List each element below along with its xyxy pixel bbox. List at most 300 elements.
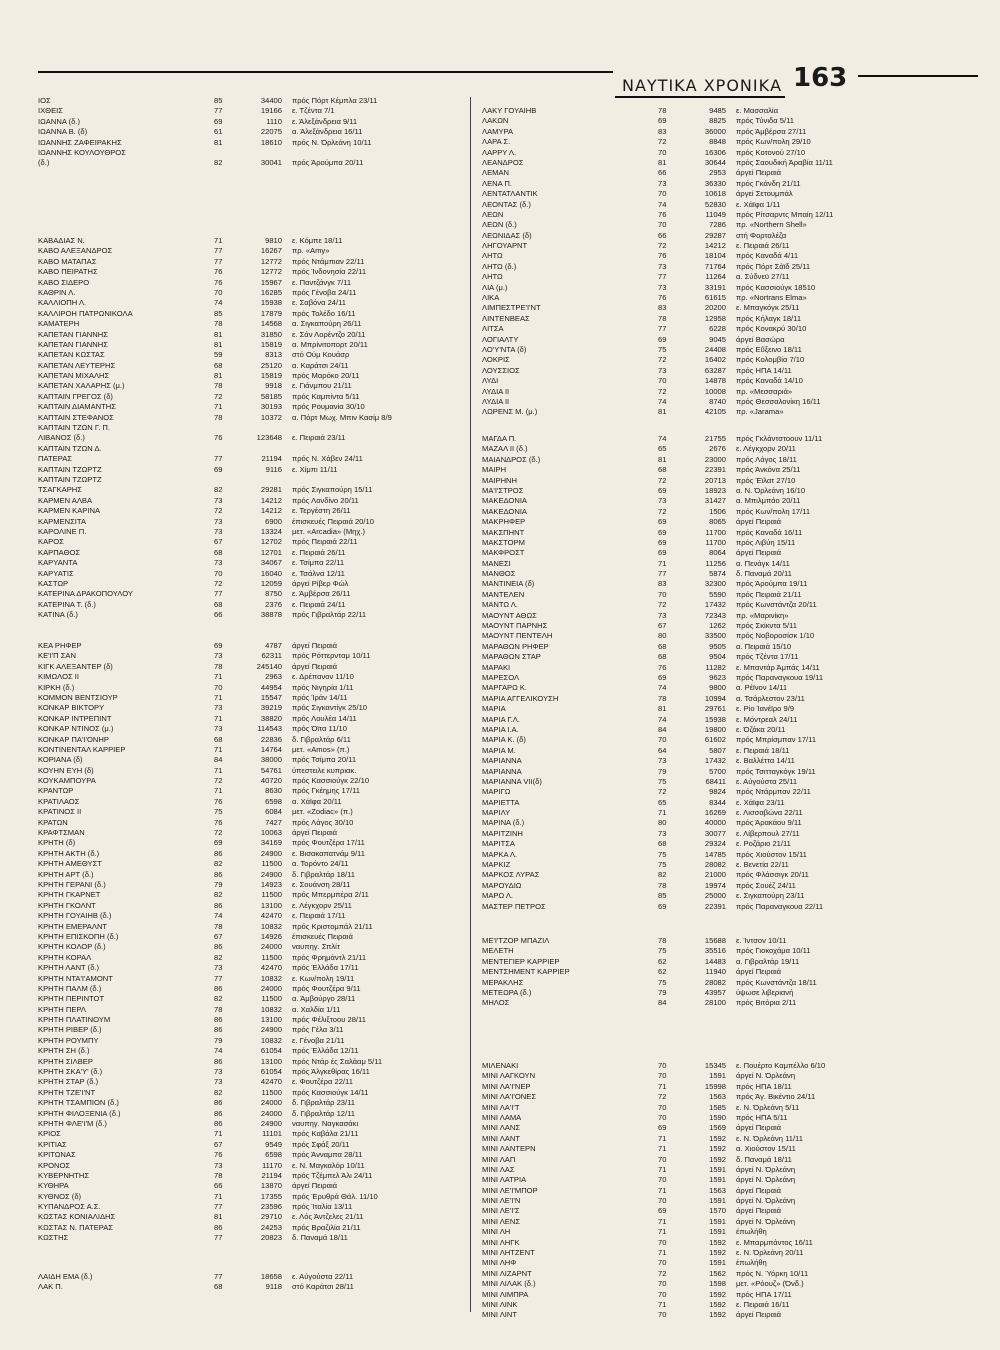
ship-name: ΚΡΗΤΗ ΦΛΕ'Ι'Μ (δ.) (38, 1118, 107, 1128)
ship-grt: 61615 (704, 293, 726, 303)
ship-name: ΚΑΠΕΤΑΝ ΓΙΑΝΝΗΣ (38, 339, 108, 349)
ship-loc: ε. Ρίο Ίανέϊρο 9/9 (736, 704, 795, 714)
ship-year: 71 (214, 786, 223, 796)
ship-year: 78 (214, 921, 223, 931)
ship-year: 79 (214, 879, 223, 889)
ship-loc: έπισκευές Πειραιά 20/10 (292, 516, 374, 526)
ship-loc: ε. Μπαντάρ Άμπάς 14/11 (736, 662, 820, 672)
ship-grt: 21000 (704, 870, 726, 880)
ship-year: 84 (658, 998, 667, 1008)
ship-year: 74 (658, 434, 667, 443)
ship-name: ΜΑΝΕΣΙ (482, 558, 511, 568)
ship-year: 73 (214, 516, 223, 526)
ship-year: 81 (214, 1212, 223, 1222)
ship-name: ΜΙΝΙ ΛΕ'Ι'Σ (482, 1206, 520, 1216)
ship-name: ΚΡΙΤΙΑΣ (38, 1139, 67, 1149)
ship-loc: πρός Άρούμπα 20/11 (292, 158, 364, 168)
ship-loc: πρός Λιβύη 15/11 (736, 537, 796, 547)
ship-name: ΚΩΣΤΑΣ ΚΟΝΙΑΛΙΔΗΣ (38, 1212, 116, 1222)
ship-name: ΜΑΚΦΡΟΣΤ (482, 548, 525, 558)
ship-name: ΜΑΚΡΗΦΕΡ (482, 517, 526, 527)
ship-grt: 24253 (260, 1222, 282, 1232)
ship-grt: 5700 (709, 766, 726, 776)
ship-loc: πρός Καμπίντα 5/11 (292, 391, 360, 401)
ship-grt: 25000 (704, 891, 726, 901)
ship-year: 82 (214, 994, 223, 1004)
ship-loc: πρός Γκέημης 17/11 (292, 786, 360, 796)
ship-name: ΛΗΤΩ (482, 272, 503, 282)
ship-loc: ε. Σιγκαπούρη 23/11 (736, 891, 805, 901)
ship-loc: πρός ΗΠΑ 14/11 (736, 365, 792, 375)
ship-name: ΚΡΗΤΗ ΕΜΕΡΑΛΝΤ (38, 921, 108, 931)
ship-loc: έπωλήθη (736, 1227, 767, 1237)
ship-name: ΚΡΑΤΙΝΟΣ ΙΙ (38, 807, 82, 817)
ship-grt: 9549 (265, 1139, 282, 1149)
ship-loc: πρός Κολομβία 7/10 (736, 355, 805, 365)
journal-title-underline (615, 96, 785, 98)
ship-grt: 10063 (260, 828, 282, 838)
ship-grt: 25120 (260, 360, 282, 370)
ship-year: 82 (214, 485, 223, 495)
ship-year: 81 (214, 371, 223, 381)
ship-loc: άργεί Πειραιά (292, 641, 338, 650)
ship-grt: 9623 (709, 672, 726, 682)
ship-year: 70 (658, 1175, 667, 1185)
ship-loc: μετ. «Arcadia» (Μηχ.) (292, 526, 365, 536)
ship-grt: 22391 (704, 465, 726, 475)
ship-name: ΚΙΡΚΗ (δ.) (38, 682, 75, 692)
ship-year: 77 (214, 973, 223, 983)
ship-grt: 6598 (265, 796, 282, 806)
ship-grt: 1563 (709, 1185, 726, 1195)
ship-year: 70 (658, 1112, 667, 1122)
ship-loc: ε. Ροζάριο 21/11 (736, 839, 791, 849)
ship-name: ΛΙΝΤΕΝΒΕΑΣ (482, 313, 530, 323)
ship-name: ΛΟΥΣΣΙΟΣ (482, 365, 520, 375)
ship-name: ΚΑΠΤΑΙΝ ΤΖΩΡΤΖ (38, 464, 102, 474)
ship-year: 68 (214, 599, 223, 609)
ship-grt: 31427 (704, 496, 726, 506)
ship-year: 72 (658, 506, 667, 516)
ship-loc: πρός Σαουδική Άραβία 11/11 (736, 157, 833, 167)
ship-name: ΜΑΟΥΝΤ ΠΑΡΝΗΣ (482, 621, 548, 631)
ship-grt: 15938 (260, 298, 282, 308)
ship-grt: 9116 (265, 464, 282, 474)
ship-name: ΚΡΗΤΗ ΓΚΟΛΝΤ (38, 900, 96, 910)
ship-name: ΛΗΤΩ (482, 251, 503, 261)
ship-year: 59 (214, 350, 223, 360)
ship-grt: 72343 (704, 610, 726, 620)
ship-name: ΜΙΝΙ ΛΑΝΣ (482, 1123, 521, 1133)
ship-name: ΚΟΥΗΝ ΕΥΗ (δ) (38, 765, 94, 775)
ship-grt: 5807 (709, 745, 726, 755)
ship-grt: 24900 (260, 1025, 282, 1035)
ship-name: ΚΕΑ ΡΗΦΕΡ (38, 641, 82, 650)
ship-grt: 22836 (260, 734, 282, 744)
ship-grt: 61602 (704, 735, 726, 745)
ship-grt: 28082 (704, 860, 726, 870)
ship-year: 78 (214, 381, 223, 391)
ship-loc: α. Χάϊφα 20/11 (292, 796, 342, 806)
ship-year: 72 (214, 776, 223, 786)
ship-grt: 23596 (260, 1202, 282, 1212)
ship-year: 71 (658, 808, 667, 818)
ship-year: 86 (214, 848, 223, 858)
ship-name: ΛΙΜΠΕΣΤΡΕ'Ι'ΝΤ (482, 303, 541, 313)
ship-grt: 10832 (260, 973, 282, 983)
ship-name: ΙΩΑΝΝΗΣ ΖΑΦΕΙΡΑΚΗΣ (38, 137, 122, 147)
ship-year: 86 (214, 983, 223, 993)
ship-grt: 2963 (265, 672, 282, 682)
ship-name: ΜΑΚΕΔΟΝΙΑ (482, 506, 527, 516)
ship-grt: 13324 (260, 526, 282, 536)
ship-loc: α. Σύδνεϋ 27/11 (736, 272, 790, 282)
ship-name: ΜΙΝΙ ΛΕΝΣ (482, 1216, 521, 1226)
ship-grt: 36330 (704, 178, 726, 188)
ship-name: ΚΡΗΤΗ ΠΕΡΛ (38, 1004, 86, 1014)
ship-grt: 14923 (260, 879, 282, 889)
ship-grt: 1585 (709, 1102, 726, 1112)
ship-grt: 11700 (705, 537, 726, 547)
ship-year: 77 (658, 324, 667, 334)
ship-grt: 1592 (709, 1154, 726, 1164)
ship-loc: ε. Λισσαβώνα 22/11 (736, 808, 803, 818)
ship-loc: α. Ρέϊνον 14/11 (736, 683, 788, 693)
ship-name: ΚΡΗΤΗ ΚΟΛΟΡ (δ.) (38, 942, 106, 952)
ship-loc: ε. Ίντσον 10/11 (736, 936, 787, 945)
ship-grt: 14212 (260, 495, 282, 505)
ship-loc: ε. Χίμπι 11/11 (292, 464, 338, 474)
ship-year: 74 (658, 199, 667, 209)
ship-grt: 1562 (709, 1268, 726, 1278)
ship-year: 69 (658, 517, 667, 527)
ship-loc: πρός Καναδά 4/11 (736, 251, 799, 261)
ship-year: 80 (658, 631, 667, 641)
ship-year: 78 (658, 106, 667, 115)
ship-grt: 33191 (704, 282, 726, 292)
ship-name: ΚΡΗΤΗ ΦΙΛΟΞΕΝΙΑ (δ.) (38, 1108, 121, 1118)
ship-grt: 11700 (705, 527, 726, 537)
ship-year: 66 (214, 610, 223, 620)
ship-name: ΜΑΡΙΤΖΙΝΗ (482, 828, 523, 838)
ship-year: 86 (214, 1108, 223, 1118)
ship-name: ΛΕΩΝ (δ.) (482, 220, 517, 230)
ship-grt: 1592 (709, 1289, 726, 1299)
ship-loc: πρός Νιγηρία 1/11 (292, 682, 354, 692)
ship-name: ΜΙΝΙ ΛΑΣ (482, 1164, 515, 1174)
ship-year: 72 (658, 386, 667, 396)
ship-loc: άργεί Πειραιά (292, 828, 338, 838)
ship-grt: 12958 (704, 313, 726, 323)
ship-loc: ε. Λέγκχορν 25/11 (292, 900, 352, 910)
ship-grt: 11264 (705, 272, 726, 282)
ship-grt: 14764 (260, 744, 282, 754)
ship-year: 69 (658, 1123, 667, 1133)
ship-grt: 15345 (704, 1061, 726, 1070)
ship-grt: 29324 (704, 839, 726, 849)
ship-grt: 9505 (709, 641, 726, 651)
ship-loc: πρός Όϊτα 11/10 (292, 724, 347, 734)
ship-grt: 43957 (704, 987, 726, 997)
ship-year: 67 (658, 621, 667, 631)
ship-loc: πρ. «Jarama» (736, 407, 784, 417)
ship-grt: 38878 (260, 610, 282, 620)
ship-name: ΚΡΗΤΗ ΝΤΑ'Ι'ΑΜΟΝΤ (38, 973, 113, 983)
ship-year: 69 (214, 838, 223, 848)
ship-year: 71 (658, 1227, 667, 1237)
ship-grt: 20713 (704, 475, 726, 485)
ship-loc: πρός Εΰξεινο 18/11 (736, 344, 802, 354)
ship-name: ΜΑΡΑΘΩΝ ΣΤΑΡ (482, 652, 541, 662)
ship-name: ΜΑΡΚΑ Λ. (482, 849, 518, 859)
ship-grt: 15967 (260, 277, 282, 287)
ship-name: ΜΑΡΙΑ Ι.Α. (482, 724, 519, 734)
ship-name: ΚΡΗΤΗ ΤΣΑΜΠΙΟΝ (δ.) (38, 1098, 119, 1108)
ship-loc: άργεί Πειραιά (736, 1185, 782, 1195)
ship-year: 73 (214, 651, 223, 661)
ship-year: 76 (214, 267, 223, 277)
ship-grt: 24000 (260, 942, 282, 952)
ship-grt: 6900 (265, 516, 282, 526)
ship-grt: 14483 (704, 956, 726, 966)
ship-name: ΚΑΡΟΛΙΝΕ Π. (38, 526, 87, 536)
ship-loc: άργεί Πειραιά (736, 1123, 782, 1133)
ship-name: ΚΑΡΜΕΝ ΑΛΒΑ (38, 495, 93, 505)
ship-name: ΚΡΗΤΗ ΛΑΝΤ (δ.) (38, 963, 100, 973)
ship-grt: 12059 (260, 578, 282, 588)
ship-loc: πρός Άμβέρσα 27/11 (736, 126, 807, 136)
ship-grt: 10832 (260, 1004, 282, 1014)
ship-loc: πρός Ρίτσαρντς Μπαίη 12/11 (736, 209, 834, 219)
ship-grt: 44954 (260, 682, 282, 692)
ship-name: ΚΟΜΜΟΝ ΒΕΝΤΣΙΟΥΡ (38, 692, 118, 702)
ship-year: 72 (658, 1092, 667, 1102)
ship-loc: άργεί Ν. Όρλεάνη (736, 1071, 796, 1081)
ship-name: ΚΑΡΜΕΝ ΚΑΡΙΝΑ (38, 506, 101, 516)
ship-year: 69 (658, 672, 667, 682)
ship-year: 71 (658, 1164, 667, 1174)
ship-name: ΜΑΡΙΤΣΑ (482, 839, 515, 849)
ship-grt: 2376 (265, 599, 282, 609)
ship-name: ΜΙΝΙ ΛΑ'Ι'Τ (482, 1102, 520, 1112)
ship-loc: ναυπηγ. Σπλίτ (292, 942, 340, 952)
ship-name: ΜΑΡΙΛΥ (482, 808, 511, 818)
ship-grt: 28082 (704, 977, 726, 987)
ship-loc: πρός Φέλιξτοου 28/11 (292, 1015, 366, 1025)
ship-loc: πρός Ρόττερνταμ 10/11 (292, 651, 371, 661)
ship-name: ΜΕΛΕΤΗ (482, 946, 514, 956)
ship-loc: πρ. «Μεσσαριά» (736, 386, 793, 396)
ship-year: 71 (658, 1185, 667, 1195)
ship-grt: 6228 (709, 324, 726, 334)
ship-loc: μετ. «Ζodiac» (π.) (292, 807, 353, 817)
ship-loc: πρός Καβάλα 21/11 (292, 1129, 359, 1139)
ship-year: 73 (214, 1067, 223, 1077)
ship-year: 73 (658, 496, 667, 506)
ship-grt: 16269 (704, 808, 726, 818)
ship-name: ΚΑΘΡΙΝ Λ. (38, 287, 76, 297)
ship-name: ΚΡΗΤΗ ΣΗ (δ.) (38, 1046, 90, 1056)
ship-year: 65 (658, 444, 667, 454)
ship-year: 69 (658, 901, 667, 911)
ship-year: 71 (214, 744, 223, 754)
ship-year: 71 (658, 558, 667, 568)
ship-year: 77 (214, 256, 223, 266)
ship-grt: 15819 (260, 339, 282, 349)
ship-name: ΚΟΝΤΙΝΕΝΤΑΛ ΚΑΡΡΙΕΡ (38, 744, 126, 754)
ship-name: ΚΑΡΟΣ (38, 537, 64, 547)
ship-grt: 34169 (260, 838, 282, 848)
ship-loc: ε. Ν. Μαγκαλόρ 10/11 (292, 1160, 365, 1170)
ship-grt: 20823 (260, 1233, 282, 1243)
ship-year: 72 (658, 475, 667, 485)
ship-grt: 14878 (704, 376, 726, 386)
ship-name: ΚΥΠΑΝΔΡΟΣ Α.Σ. (38, 1202, 101, 1212)
ship-loc: μετ. «Αmos» (π.) (292, 744, 350, 754)
ship-loc: ε. Πουέρτο Καμπέλλο 6/10 (736, 1061, 826, 1070)
ship-loc: ε. Γένοβα 21/11 (292, 1035, 345, 1045)
ship-year: 71 (214, 1191, 223, 1201)
ship-year: 73 (214, 526, 223, 536)
ship-name: ΚΑΠΕΤΑΝ ΛΕΥΤΕΡΗΣ (38, 360, 116, 370)
ship-name: ΚΡΗΤΗ ΡΟΥΜΠΥ (38, 1035, 99, 1045)
ship-name: ΚΡΗΤΗ (δ) (38, 838, 76, 848)
ship-name: ΜΑΡΚΙΖ (482, 860, 511, 870)
ship-loc: πρ. «Nortrans Elma» (736, 293, 807, 303)
ship-grt: 38000 (260, 755, 282, 765)
ship-loc: πρός Γέλα 3/11 (292, 1025, 344, 1035)
ship-name: ΜΑΝΤΕΛΕΝ (482, 589, 525, 599)
ship-grt: 13870 (260, 1181, 282, 1191)
ship-year: 75 (658, 946, 667, 956)
ship-name: ΚΑΡΜΕΝΣΙΤΑ (38, 516, 87, 526)
ship-loc: ε. Άμβέρσα 26/11 (292, 589, 351, 599)
ship-name: ΛΕΝΤΑΤΛΑΝΤΙΚ (482, 189, 538, 199)
ship-year: 82 (214, 859, 223, 869)
ship-year: 76 (658, 251, 667, 261)
ship-name: ΜΑΡΙΑ Μ. (482, 745, 516, 755)
ship-loc: πρός Σουέζ 24/11 (736, 880, 796, 890)
ship-grt: 8064 (709, 548, 726, 558)
ship-year: 73 (658, 365, 667, 375)
ship-name: ΤΣΑΓΚΑΡΗΣ (38, 485, 82, 495)
ship-name: ΚΡΑΦΤΣΜΑΝ (38, 828, 85, 838)
ship-year: 67 (214, 931, 223, 941)
ship-loc: πρός Κριστομπάλ 21/11 (292, 921, 373, 931)
ship-loc: πρός Έρυθρά Θάλ. 11/10 (292, 1191, 378, 1201)
ship-year: 70 (658, 1196, 667, 1206)
ship-name: ΚΑΒΟ ΣΙΔΕΡΟ (38, 277, 90, 287)
ship-grt: 19974 (704, 880, 726, 890)
ship-loc: πρός Τσιτταγκόγκ 19/11 (736, 766, 816, 776)
ship-name: ΜΙΝΙ ΛΙΜΠΡΑ (482, 1289, 529, 1299)
ship-grt: 34067 (260, 558, 282, 568)
ship-loc: α. Ν. Όρλεάνη 16/10 (736, 485, 806, 495)
ship-name: ΚΡΗΤΗ ΠΛΑΤΙΝΟΥΜ (38, 1015, 111, 1025)
ship-loc: ε. Τζέντα 7/1 (292, 106, 335, 116)
header-rule-right (858, 75, 978, 77)
ship-year: 86 (214, 1222, 223, 1232)
ship-grt: 63287 (704, 365, 726, 375)
ship-loc: πρός ΗΠΑ 5/11 (736, 1112, 788, 1122)
ship-loc: πρός Μπρίσμπαν 17/11 (736, 735, 817, 745)
ship-year: 80 (658, 818, 667, 828)
ship-grt: 29287 (704, 230, 726, 240)
ship-grt: 9918 (265, 381, 282, 391)
ship-name: ΛΑΜΥΡΑ (482, 126, 514, 136)
ship-year: 77 (658, 272, 667, 282)
ship-year: 68 (658, 465, 667, 475)
ship-loc: δ. Παναμά 20/11 (736, 569, 792, 579)
ship-loc: πρός Ν. Ύόρκη 10/11 (736, 1268, 809, 1278)
ship-grt: 11500 (261, 890, 282, 900)
ship-name: ΚΟΝΚΑΡ ΠΑ'Ι'ΟΝΗΡ (38, 734, 109, 744)
ship-name: ΜΑΣΤΕΡ ΠΕΤΡΟΣ (482, 901, 546, 911)
ship-loc: άργεί Πειραιά (736, 967, 782, 977)
ship-name: ΚΑΠΕΤΑΝ ΧΑΛΑΡΗΣ (μ.) (38, 381, 125, 391)
ship-name: ΛΑΙΔΗ ΕΜΑ (δ.) (38, 1272, 93, 1281)
ship-year: 68 (214, 547, 223, 557)
ship-loc: πρός Παραναγκουα 19/11 (736, 672, 824, 682)
ship-grt: 11500 (261, 994, 282, 1004)
ship-name: ΛΑΡΡΥ Λ. (482, 147, 517, 157)
ship-year: 81 (658, 157, 667, 167)
ship-loc: πρός Ν. Χάβεν 24/11 (292, 454, 363, 464)
ship-loc: στό Ούμ Κουάσρ (292, 350, 350, 360)
ship-loc: άργεί Πειραιά (736, 1206, 782, 1216)
ship-loc: ε. Βισακαπατνάμ 9/11 (292, 848, 365, 858)
ship-grt: 24408 (704, 344, 726, 354)
ship-year: 84 (658, 724, 667, 734)
ship-loc: πρός Πόρτ Σάϊδ 25/11 (736, 261, 811, 271)
ship-year: 69 (658, 1206, 667, 1216)
ship-loc: πρός ΗΠΑ 17/11 (736, 1289, 792, 1299)
ship-name: ΜΙΝΙ ΛΕ'Ι'Ν (482, 1196, 521, 1206)
ship-name: (δ.) (38, 158, 50, 168)
ship-year: 76 (214, 433, 223, 443)
ship-loc: πρός Έϊλατ 27/10 (736, 475, 796, 485)
ship-loc: πρός Φουτζέρα 9/11 (292, 983, 361, 993)
ship-loc: πρός Κήλαγκ 18/11 (736, 313, 802, 323)
ship-grt: 12701 (260, 547, 282, 557)
ship-grt: 9810 (265, 236, 282, 245)
ship-name: ΜΙΝΙ ΛΗ (482, 1227, 511, 1237)
ship-grt: 1591 (709, 1258, 726, 1268)
ship-grt: 1591 (709, 1164, 726, 1174)
ship-name: ΚΡΗΤΗ ΑΜΕΘΥΣΤ (38, 859, 102, 869)
ship-name: ΙΩΑΝΝΑ Β. (δ) (38, 127, 88, 137)
ship-loc: πρός Γκάνδη 21/11 (736, 178, 801, 188)
ship-grt: 17879 (260, 308, 282, 318)
ship-grt: 10372 (260, 412, 282, 422)
ship-loc: πρός Άρούμπα 19/11 (736, 579, 808, 589)
ship-grt: 42470 (260, 1077, 282, 1087)
ship-grt: 12702 (260, 537, 282, 547)
ship-grt: 2953 (709, 168, 726, 178)
ship-grt: 15688 (704, 936, 726, 945)
ship-loc: α. Πενάγκ 14/11 (736, 558, 790, 568)
ship-grt: 24000 (260, 1108, 282, 1118)
ship-grt: 18104 (704, 251, 726, 261)
ship-grt: 19166 (260, 106, 282, 116)
ship-loc: πρός Τύνιδα 5/11 (736, 116, 794, 126)
ship-name: ΙΟΣ (38, 96, 51, 105)
ship-loc: πρός Βιτόρια 2/11 (736, 998, 797, 1008)
ship-loc: μετ. «Ρόουζ» (Όνδ.) (736, 1279, 804, 1289)
ship-loc: πρός Κων/πολη 17/11 (736, 506, 811, 516)
ship-year: 81 (658, 704, 667, 714)
ship-name: ΚΟΝΚΑΡ ΙΝΤΡΕΠΙΝΤ (38, 713, 112, 723)
